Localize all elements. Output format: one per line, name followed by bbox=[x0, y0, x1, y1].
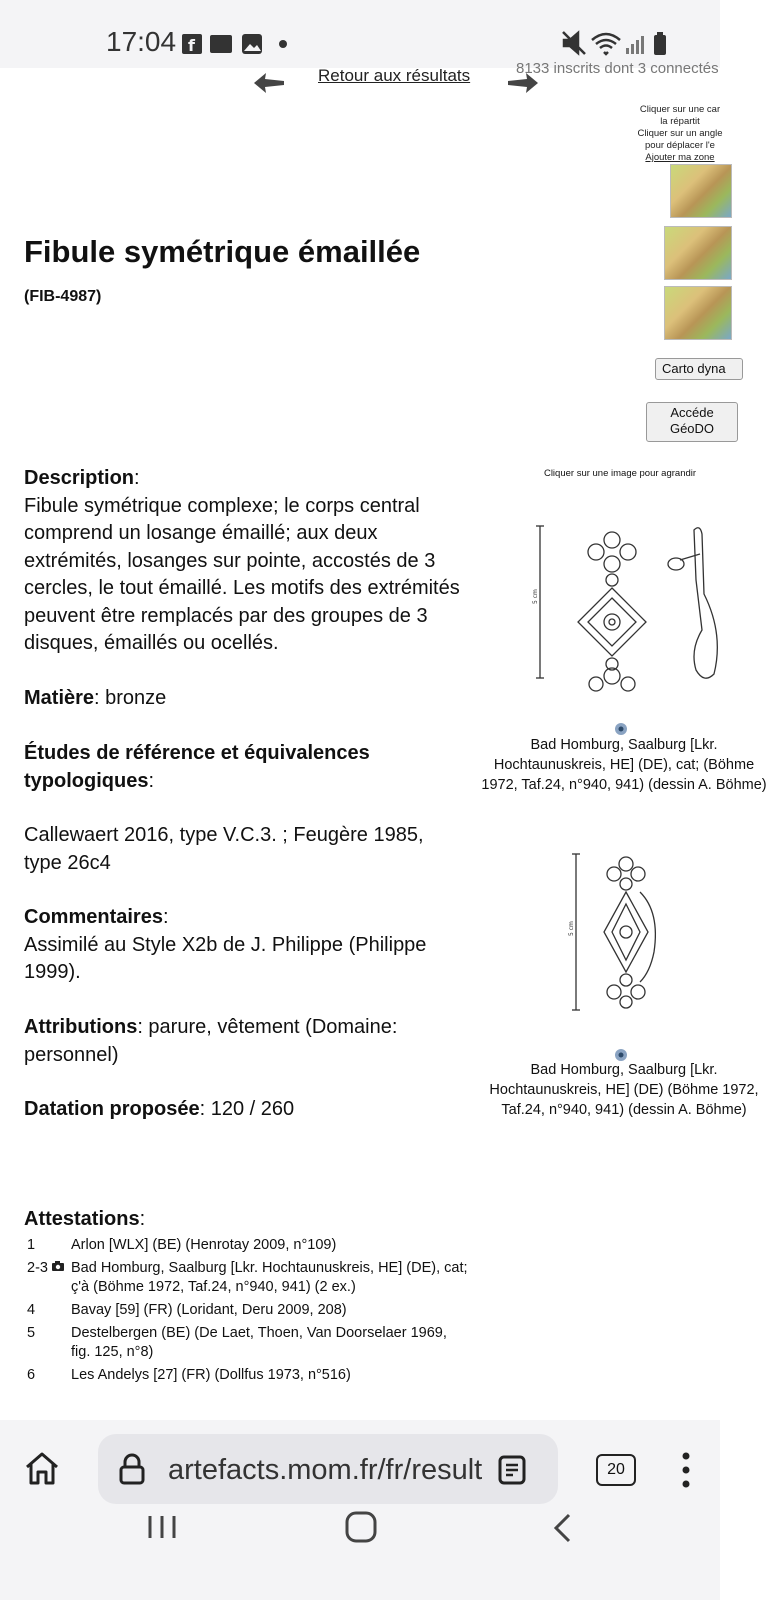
attributions-section bbox=[24, 1014, 464, 1069]
status-time: 17:04 bbox=[106, 26, 177, 57]
map-text-line: pour déplacer l'e bbox=[645, 140, 715, 151]
image-caption-2: Bad Homburg, Saalburg [Lkr. Hochtaunuskreis, HE] (DE) (Böhme 1972, Taf.24, n°940, 941) (dessin A. Böhme) bbox=[489, 1062, 759, 1118]
references-value: Callewaert 2016, type V.C.3. ; Feugère 1985, type 26c4 bbox=[24, 824, 424, 874]
attestation-text: Bavay [59] (FR) (Loridant, Deru 2009, 208) bbox=[71, 1302, 347, 1318]
camera-icon[interactable] bbox=[614, 722, 628, 736]
attestation-text: Destelbergen (BE) (De Laet, Thoen, Van Doorselaer 1969, fig. 125, n°8) bbox=[71, 1325, 447, 1360]
attestation-number bbox=[24, 1236, 71, 1259]
attestation-number bbox=[24, 1301, 71, 1324]
references-section: Études de référence et équivalences typologiques: bbox=[24, 742, 370, 792]
fibula-drawing-1[interactable] bbox=[534, 520, 724, 690]
reader-mode-icon[interactable] bbox=[496, 1454, 528, 1486]
map-text-line: la répartit bbox=[660, 116, 700, 127]
geodoc-button[interactable] bbox=[646, 402, 738, 442]
attestation-row[interactable] bbox=[24, 1324, 470, 1366]
comments-value: Assimilé au Style X2b de J. Philippe (Philippe 1999). bbox=[24, 933, 427, 983]
attestation-number bbox=[24, 1324, 71, 1366]
dating-section bbox=[24, 1096, 464, 1124]
attestation-row[interactable] bbox=[24, 1259, 470, 1301]
map-text-line: Cliquer sur une car bbox=[639, 104, 721, 115]
fibula-drawing-2[interactable] bbox=[570, 852, 680, 1012]
map-thumbnail-france[interactable] bbox=[670, 164, 732, 218]
wifi-icon bbox=[592, 34, 620, 54]
attributions-value: : parure, vêtement (Domaine: personnel) bbox=[24, 1016, 398, 1066]
description-section: Description: Fibule symétrique complexe; le corps central comprend un losange émaillé; aux deux extrémités, losanges sur pointe, accostés de 3 cercles, le tout émaillé. Les motifs des extrémités peuvent être remplacés par des groupes de 3 disques, émaillés ou ocellés. bbox=[24, 465, 464, 658]
attestation-number-text: 5 bbox=[27, 1325, 36, 1341]
attestation-row[interactable] bbox=[24, 1236, 470, 1259]
map-thumbnail-europe[interactable] bbox=[664, 226, 732, 280]
description-text: Fibule symétrique complexe; le corps central comprend un losange émaillé; aux deux extrémités, losanges sur pointe, accostés de 3 cercles, le tout émaillé. Les motifs des extrémités peuvent être remplacés par des groupes de 3 disques, émaillés ou ocellés. bbox=[24, 494, 460, 654]
attestations-label: Attestations bbox=[24, 1208, 140, 1230]
outlook-icon bbox=[210, 35, 232, 53]
material-section bbox=[24, 685, 464, 713]
material-value: : bronze bbox=[94, 687, 167, 709]
attestations-heading: Attestations: bbox=[24, 1208, 146, 1230]
home-icon[interactable] bbox=[24, 1450, 60, 1486]
scale-label: 5 cm bbox=[568, 921, 575, 936]
mute-icon bbox=[563, 32, 585, 54]
notification-icons bbox=[180, 32, 290, 56]
browser-bottom-bar bbox=[0, 1420, 720, 1600]
attestation-number-text: 6 bbox=[27, 1367, 36, 1383]
map-thumbnail-europe-wide[interactable] bbox=[664, 286, 732, 340]
map-instructions bbox=[620, 104, 740, 164]
svg-text:f: f bbox=[188, 36, 195, 55]
url-text[interactable]: artefacts.mom.fr/fr/result bbox=[168, 1454, 483, 1486]
attestation-text: Bad Homburg, Saalburg [Lkr. Hochtaunuskreis, HE] (DE), cat; ç'à (Böhme 1972, Taf.24, n°940, 941) (2 ex.) bbox=[71, 1260, 468, 1295]
attestation-row[interactable] bbox=[24, 1366, 470, 1389]
attestation-row[interactable] bbox=[24, 1301, 470, 1324]
home-nav-icon[interactable] bbox=[344, 1510, 378, 1544]
attestation-number bbox=[24, 1366, 71, 1389]
artefact-code: (FIB-4987) bbox=[24, 288, 102, 305]
references-label: Études de référence et équivalences typologiques bbox=[24, 742, 370, 792]
attestation-number-text: 4 bbox=[27, 1302, 36, 1318]
more-menu-icon[interactable] bbox=[680, 1450, 692, 1490]
scale-label: 5 cm bbox=[532, 589, 539, 604]
attestation-number bbox=[24, 1259, 71, 1301]
system-icons bbox=[562, 30, 682, 58]
battery-icon bbox=[654, 35, 666, 55]
attributions-label: Attributions bbox=[24, 1016, 138, 1038]
dating-label: Datation proposée bbox=[24, 1098, 200, 1120]
comments-section: Commentaires: Assimilé au Style X2b de J. Philippe (Philippe 1999). bbox=[24, 904, 464, 987]
members-count: 8133 inscrits dont 3 connectés bbox=[516, 60, 719, 77]
recent-apps-icon[interactable] bbox=[146, 1512, 178, 1542]
description-label: Description bbox=[24, 467, 135, 489]
back-to-results-link[interactable]: Retour aux résultats bbox=[318, 66, 471, 85]
comments-label: Commentaires bbox=[24, 906, 163, 928]
attestation-number-text: 2-3 bbox=[27, 1260, 48, 1276]
attestation-text: Les Andelys [27] (FR) (Dollfus 1973, n°516) bbox=[71, 1367, 351, 1383]
attestations-table bbox=[24, 1236, 470, 1389]
dating-value: : 120 / 260 bbox=[199, 1098, 295, 1120]
image-caption-1: Bad Homburg, Saalburg [Lkr. Hochtaunuskreis, HE] (DE), cat; (Böhme 1972, Taf.24, n°940, 941) (dessin A. Böhme) bbox=[481, 737, 767, 793]
geodoc-button-line: GéoDO bbox=[669, 421, 715, 436]
back-nav-icon[interactable] bbox=[550, 1512, 574, 1544]
dot-icon bbox=[279, 40, 287, 48]
map-text-line: Cliquer sur un angle bbox=[637, 128, 723, 139]
carto-dynamic-button[interactable]: Carto dyna bbox=[655, 358, 743, 380]
lock-icon bbox=[118, 1452, 146, 1486]
material-label: Matière bbox=[24, 687, 95, 709]
web-page bbox=[0, 60, 767, 1420]
attestation-text: Arlon [WLX] (BE) (Henrotay 2009, n°109) bbox=[71, 1237, 337, 1253]
camera-icon[interactable] bbox=[51, 1261, 65, 1272]
address-bar[interactable] bbox=[98, 1434, 558, 1504]
signal-icon bbox=[626, 36, 644, 54]
tab-count-button[interactable]: 20 bbox=[596, 1454, 636, 1486]
page-title: Fibule symétrique émaillée bbox=[24, 234, 421, 269]
add-zone-link[interactable]: Ajouter ma zone bbox=[645, 152, 715, 163]
image-hint: Cliquer sur une image pour agrandir bbox=[543, 468, 697, 479]
geodoc-button-line: Accéde bbox=[670, 405, 714, 420]
attestation-number-text: 1 bbox=[27, 1237, 36, 1253]
previous-arrow-icon[interactable] bbox=[252, 70, 286, 96]
